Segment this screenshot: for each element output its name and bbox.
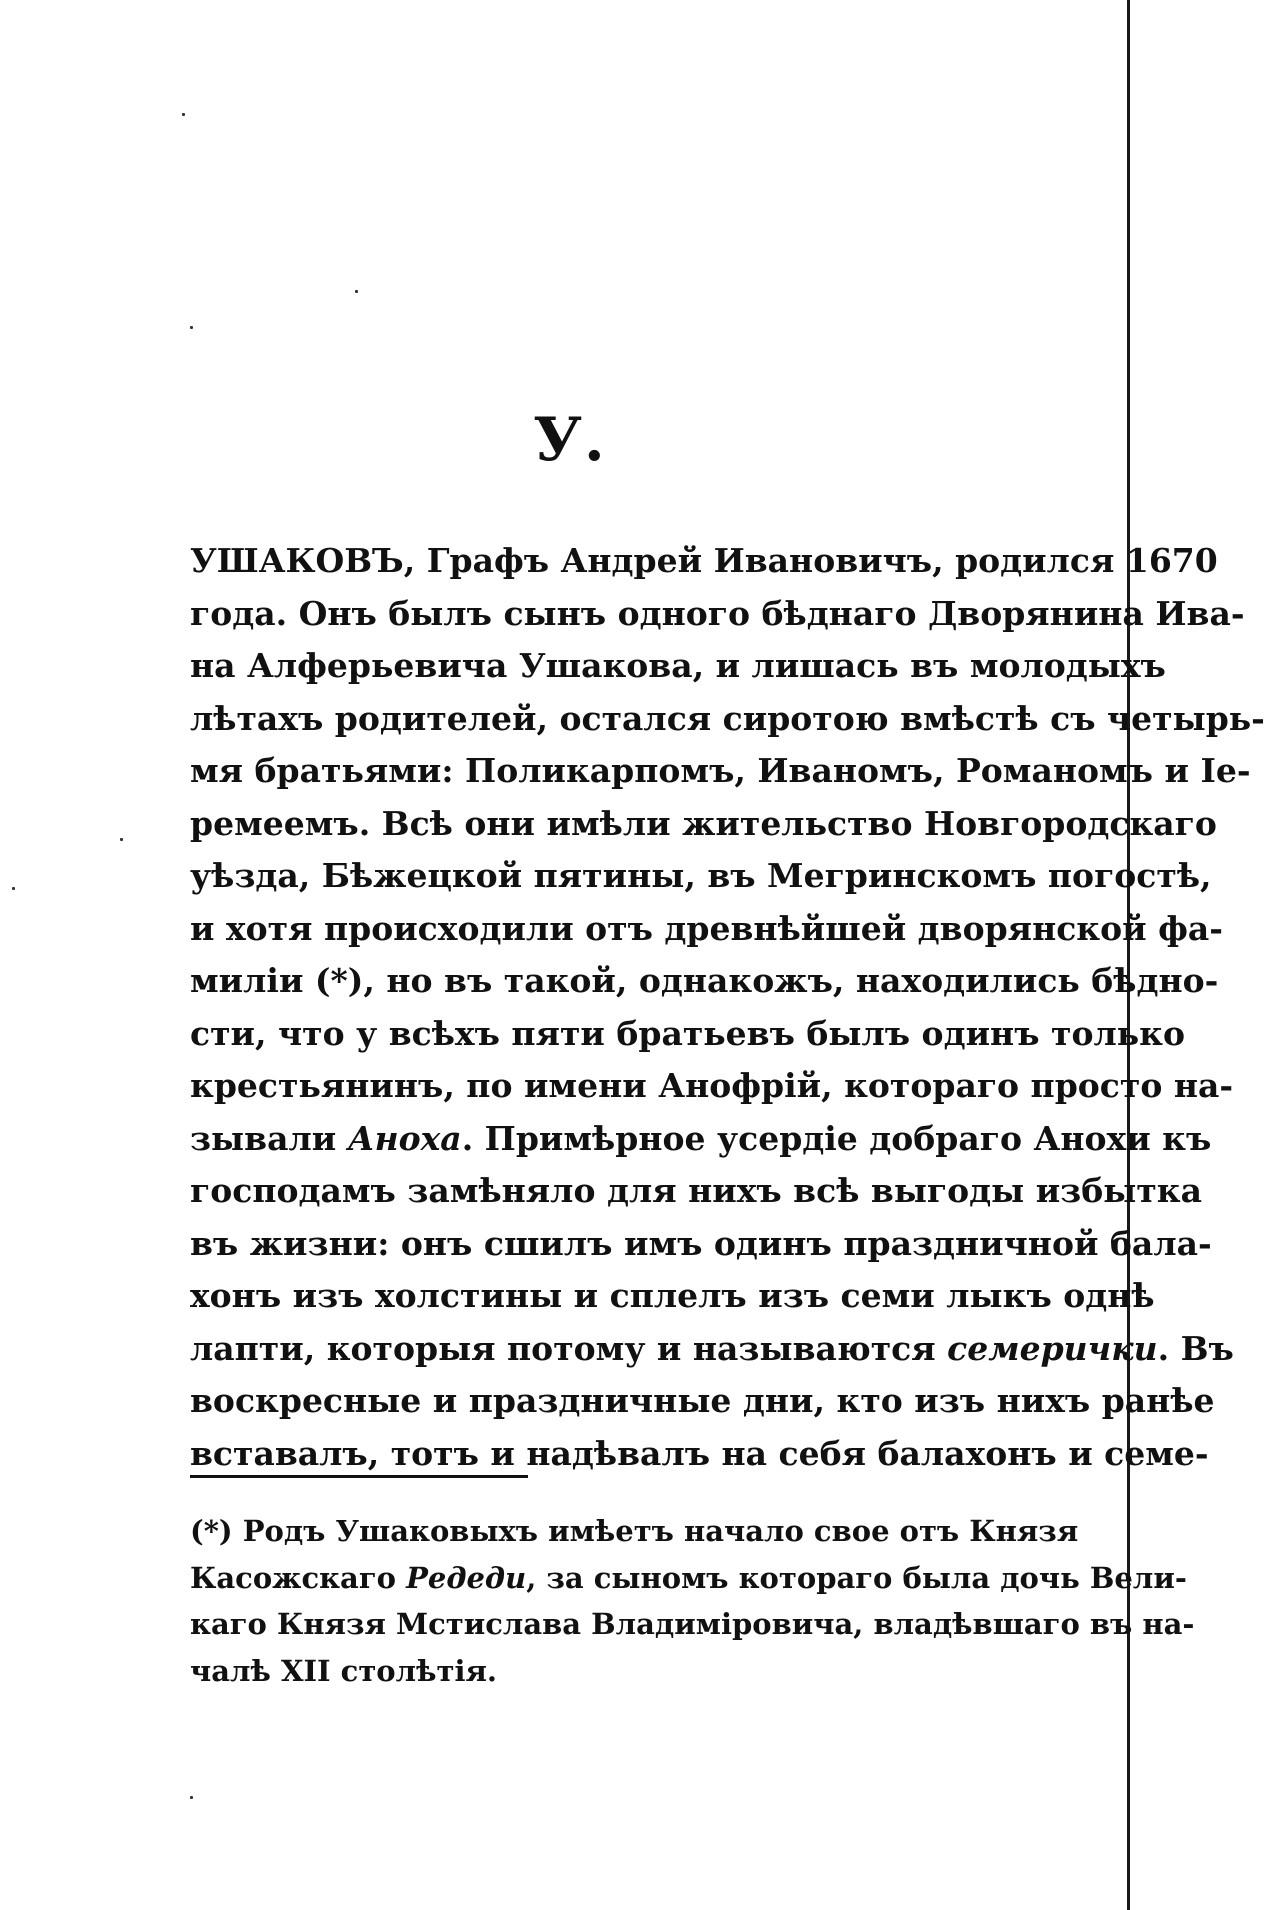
- line-text: (*) Родъ Ушаковыхъ имѣетъ начало свое отъ Князя: [190, 1514, 1079, 1548]
- footnote-line: [190, 1555, 1187, 1602]
- line-text: зывали: [190, 1118, 348, 1158]
- print-speck: [190, 326, 193, 329]
- text-line: [190, 1218, 1212, 1271]
- text-line: [190, 588, 1245, 641]
- text-line: [190, 1428, 1209, 1481]
- print-speck: [355, 290, 358, 293]
- italic-name: Аноха: [347, 1118, 462, 1158]
- line-text: . Въ: [1157, 1328, 1234, 1368]
- text-line: [190, 903, 1223, 956]
- line-text: Касожскаго: [190, 1560, 407, 1595]
- text-line: [190, 1060, 1234, 1113]
- footnote: [190, 1508, 1195, 1694]
- text-line: [190, 1008, 1185, 1061]
- italic-term: семерички: [947, 1328, 1158, 1368]
- line-text: года. Онъ былъ сынъ одного бѣднаго Дворянина Ива-: [190, 593, 1245, 633]
- text-line: [190, 1113, 1212, 1166]
- line-text: миліи (*), но въ такой, однакожъ, находились бѣдно-: [190, 961, 1219, 1000]
- text-line: [190, 798, 1217, 851]
- section-heading: У.: [533, 405, 607, 475]
- line-text: . Примѣрное усердіе добраго Анохи къ: [461, 1118, 1212, 1158]
- line-text: каго Князя Мстислава Владиміровича, владѣвшаго въ на-: [190, 1607, 1195, 1641]
- line-text: въ жизни: онъ сшилъ имъ одинъ праздничной бала-: [190, 1223, 1212, 1263]
- text-line: [190, 640, 1166, 693]
- line-text: УШАКОВЪ, Графъ Андрей Ивановичъ, родился 1670: [190, 541, 1218, 580]
- line-text: мя братьями: Поликарпомъ, Иваномъ, Романомъ и Іе-: [190, 751, 1251, 790]
- italic-name: Редеди: [406, 1560, 527, 1595]
- text-line: [190, 745, 1251, 798]
- text-line: [190, 1165, 1202, 1218]
- text-line: [190, 955, 1219, 1008]
- line-text: , за сыномъ котораго была дочь Вели-: [526, 1560, 1187, 1595]
- footnote-divider: [190, 1475, 528, 1478]
- text-line: [190, 1270, 1155, 1323]
- print-speck: [190, 1796, 193, 1799]
- text-line: [190, 535, 1218, 588]
- line-text: господамъ замѣняло для нихъ всѣ выгоды избытка: [190, 1171, 1202, 1210]
- line-text: хонъ изъ холстины и сплелъ изъ семи лыкъ однѣ: [190, 1276, 1155, 1315]
- line-text: чалѣ XII столѣтія.: [190, 1653, 497, 1688]
- line-text: и хотя происходили отъ древнѣйшей дворянской фа-: [190, 908, 1223, 948]
- line-text: лѣтахъ родителей, остался сиротою вмѣстѣ съ четырь-: [190, 698, 1265, 738]
- line-text: сти, что у всѣхъ пяти братьевъ былъ одинъ только: [190, 1013, 1185, 1053]
- line-text: воскресные и праздничные дни, кто изъ нихъ ранѣе: [190, 1381, 1215, 1420]
- print-speck: [120, 838, 123, 841]
- line-text: крестьянинъ, по имени Анофрій, котораго просто на-: [190, 1066, 1234, 1105]
- main-text: [190, 535, 1265, 1480]
- line-text: ремеемъ. Всѣ они имѣли жительство Новгородскаго: [190, 803, 1217, 843]
- text-line: [190, 693, 1265, 746]
- footnote-line: [190, 1508, 1079, 1555]
- line-text: лапти, которыя потому и называются: [190, 1328, 948, 1368]
- footnote-line: [190, 1648, 1058, 1695]
- text-line: [190, 1323, 1234, 1376]
- line-text: вставалъ, тотъ и надѣвалъ на себя балахонъ и семе-: [190, 1433, 1209, 1473]
- text-line: [190, 1375, 1215, 1428]
- text-line: [190, 850, 1212, 903]
- line-text: на Алферьевича Ушакова, и лишась въ молодыхъ: [190, 646, 1166, 685]
- line-text: уѣзда, Бѣжецкой пятины, въ Мегринскомъ погостѣ,: [190, 856, 1212, 895]
- print-speck: [182, 113, 185, 116]
- print-speck: [12, 887, 15, 890]
- footnote-line: [190, 1601, 1195, 1648]
